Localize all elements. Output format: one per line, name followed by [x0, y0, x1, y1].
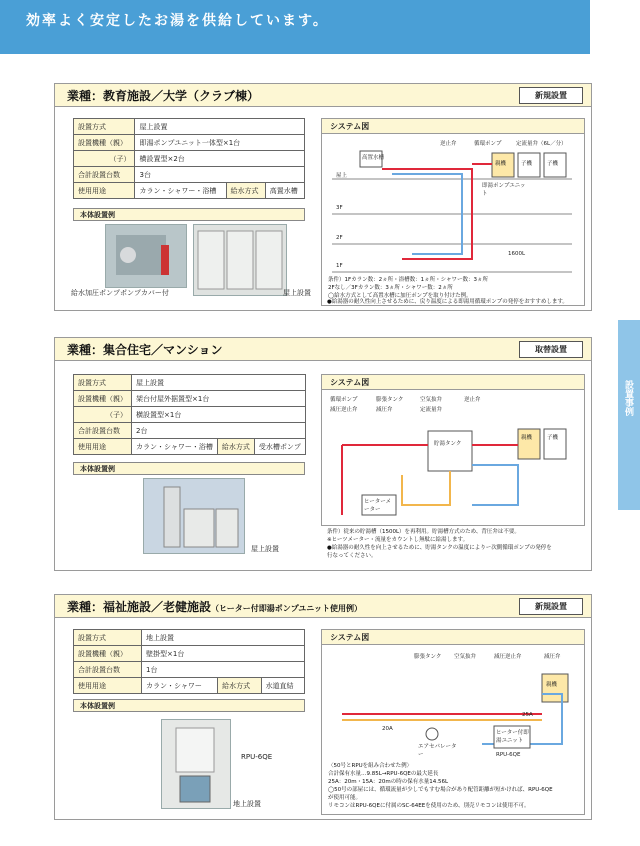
system-diagram [321, 629, 585, 815]
legend-item: 循環ポンプ [474, 141, 502, 147]
legend-item: 空気抜弁 [454, 654, 477, 660]
system-diagram [321, 118, 585, 306]
install-type-badge: 新規設置 [519, 87, 583, 104]
card-title-sub: （ヒーター付即湯ポンプユニット使用例） [211, 604, 362, 613]
photo-section-header: 本体設置例 [73, 462, 305, 475]
diagram-label: RPU-6QE [496, 752, 521, 758]
system-diagram [321, 374, 585, 526]
photo-caption: RPU-6QE [241, 753, 273, 761]
spec-value: カラン・シャワー [142, 678, 218, 694]
spec-label: 設置機種（親） [74, 391, 132, 407]
legend-item: 定流量弁 [420, 407, 443, 413]
legend-item: 逆止弁 [440, 141, 457, 147]
wall-unit-photo [161, 719, 231, 809]
diagram-label: 親機 [495, 161, 507, 167]
piping-schematic [322, 415, 584, 523]
spec-label: （子） [74, 407, 132, 423]
spec-value: 水道直結 [261, 678, 304, 694]
diagram-label: 親機 [521, 435, 533, 441]
system-note-footer: ●給湯器の耐久性向上させるために、戻り温度による即湯用循環ポンプの発停をおすすめします。 [327, 299, 568, 305]
card-header [55, 595, 591, 618]
legend-item: 減圧逆止弁 [330, 407, 358, 413]
diagram-label: ヒーター付即湯ユニット [496, 730, 529, 744]
system-diagram-title: システム図 [322, 375, 584, 390]
spec-label: 使用用途 [74, 439, 132, 455]
spec-value: 1台 [142, 662, 305, 678]
case-card-2 [54, 337, 592, 571]
diagram-label: 3F [336, 205, 343, 211]
diagram-label: ヒーターメーター [364, 499, 392, 513]
spec-label: 設置方式 [74, 630, 142, 646]
legend-item: 逆止弁 [464, 397, 481, 403]
photo-caption: 給水加圧ポンプポンプカバー付 [71, 289, 169, 297]
diagram-label: 20A [382, 726, 393, 732]
photo-caption: 屋上設置 [283, 289, 311, 297]
legend-item: 減圧弁 [376, 407, 393, 413]
spec-value: 屋上設置 [135, 119, 305, 135]
spec-value: 2台 [132, 423, 306, 439]
spec-value: カラン・シャワー・浴槽 [132, 439, 218, 455]
spec-label: 合計設置台数 [74, 167, 135, 183]
note-line: 合計保有水量…9.85L→RPU-6QEの最大延長 [328, 771, 439, 777]
spec-value: 高置水槽 [265, 183, 304, 199]
wall-unit-illustration [162, 720, 230, 808]
spec-label: 設置機種（親） [74, 135, 135, 151]
note-line: 行なってください。 [327, 553, 377, 559]
spec-value: 壁掛型×1台 [142, 646, 305, 662]
heater-units-illustration [194, 225, 286, 295]
install-type-badge: 新規設置 [519, 598, 583, 615]
diagram-label: 即湯ポンプユニット [482, 183, 526, 197]
spec-value: 受水槽ポンプ [254, 439, 305, 455]
note-line: 条件）1Fカラン数：2ヵ所・浴槽数：1ヵ所・シャワー数：3ヵ所 [328, 277, 489, 283]
diagram-label: 高置水槽 [362, 155, 385, 161]
page-header [0, 0, 590, 54]
card-title: 業種：教育施設／大学（クラブ棟） [67, 89, 260, 103]
note-line: ◯50号の部屋には、循環流量が少しでもすむ場合があり配管距離が短かければ、RPU-6QE [328, 787, 553, 793]
diagram-label: 子機 [521, 161, 533, 167]
rooftop-unit-illustration [144, 479, 244, 553]
spec-label: （子） [74, 151, 135, 167]
spec-label: 給水方式 [218, 678, 261, 694]
spec-table [73, 118, 305, 199]
system-diagram-title: システム図 [322, 630, 584, 645]
legend-item: 膨張タンク [414, 654, 442, 660]
note-line: ●給湯器の耐久性を向上させるために、貯湯タンクの温度によりー次側循環ポンプの発停を [327, 545, 552, 551]
system-diagram-title: システム図 [322, 119, 584, 134]
legend-item: 定流量弁（6L／分） [516, 141, 567, 147]
side-tab-label: 設置事例 [623, 380, 633, 416]
piping-schematic [322, 149, 584, 274]
spec-label: 給水方式 [226, 183, 265, 199]
photo-caption: 屋上設置 [251, 545, 279, 553]
legend-item: 減圧逆止弁 [494, 654, 522, 660]
note-line: 条件）従来の貯湯槽（1500L）を再利用。貯湯槽方式のため、背圧弁は不要。 [327, 529, 520, 535]
system-notes [327, 528, 589, 560]
case-card-3 [54, 594, 592, 820]
diagram-label: 子機 [547, 435, 559, 441]
spec-table [73, 374, 306, 455]
card-title [67, 598, 362, 615]
legend-item: 循環ポンプ [330, 397, 358, 403]
side-index-tab [618, 320, 640, 510]
note-line: 25A：20m・15A：20mの時の保有水量14.56L [328, 779, 449, 785]
legend-item: 減圧弁 [544, 654, 561, 660]
spec-label: 給水方式 [217, 439, 254, 455]
piping-schematic [322, 664, 584, 750]
rooftop-unit-photo [143, 478, 245, 554]
system-notes [328, 762, 580, 810]
pump-photo [105, 224, 187, 288]
pump-illustration [106, 225, 186, 287]
spec-value: 屋上設置 [132, 375, 306, 391]
spec-value: 架台付屋外据置型×1台 [132, 391, 306, 407]
spec-label: 設置方式 [74, 375, 132, 391]
photo-section-header: 本体設置例 [73, 699, 305, 712]
photo-caption: 地上設置 [233, 800, 261, 808]
diagram-label: 1F [336, 263, 343, 269]
note-line: ※ヒーツメーター・流量をカウントし無駄に給湯します。 [327, 537, 469, 543]
spec-value: 横設置型×2台 [135, 151, 305, 167]
legend-item: 空気抜弁 [420, 397, 443, 403]
spec-label: 合計設置台数 [74, 662, 142, 678]
spec-label: 使用用途 [74, 678, 142, 694]
spec-value: カラン・シャワー・浴槽 [135, 183, 226, 199]
card-title: 業種：集合住宅／マンション [67, 343, 223, 357]
note-line: リモコンはRPU-6QEに付属のSC-64EEを使用のため、別売リモコンは使用不可。 [328, 803, 530, 809]
diagram-label: 親機 [546, 682, 558, 688]
diagram-label: 2F [336, 235, 343, 241]
legend-item: 膨張タンク [376, 397, 404, 403]
diagram-label: 25A [522, 712, 533, 718]
note-line: ◯給水方式として高置水槽に加圧ポンプを取り付けた例。 [328, 293, 472, 299]
spec-value: 地上設置 [142, 630, 305, 646]
note-line: 2Fなし／3Fカラン数：3ヵ所・シャワー数：2ヵ所 [328, 285, 453, 291]
diagram-label: 屋上 [336, 173, 348, 179]
note-line: 〈50号とRPUを組み合わせた例〉 [328, 763, 413, 769]
case-card-1 [54, 83, 592, 311]
card-header [55, 84, 591, 107]
spec-label: 合計設置台数 [74, 423, 132, 439]
card-header [55, 338, 591, 361]
system-notes [328, 276, 580, 300]
diagram-label: エアセパレーター [418, 744, 457, 758]
rooftop-heater-photo [193, 224, 287, 296]
diagram-label: 子機 [547, 161, 559, 167]
diagram-label: 貯湯タンク [434, 441, 462, 447]
spec-label: 設置機種（親） [74, 646, 142, 662]
spec-label: 使用用途 [74, 183, 135, 199]
card-title-main: 業種：福祉施設／老健施設 [67, 600, 212, 614]
spec-table [73, 629, 305, 694]
spec-value: 横設置型×1台 [132, 407, 306, 423]
diagram-label: 1600L [508, 251, 526, 257]
spec-value: 即湯ポンプユニット一体型×1台 [135, 135, 305, 151]
install-type-badge: 取替設置 [519, 341, 583, 358]
spec-value: 3台 [135, 167, 305, 183]
spec-label: 設置方式 [74, 119, 135, 135]
note-line: が使用可能。 [328, 795, 362, 801]
page-title: 効率よく安定したお湯を供給しています。 [26, 13, 329, 29]
photo-section-header: 本体設置例 [73, 208, 305, 221]
